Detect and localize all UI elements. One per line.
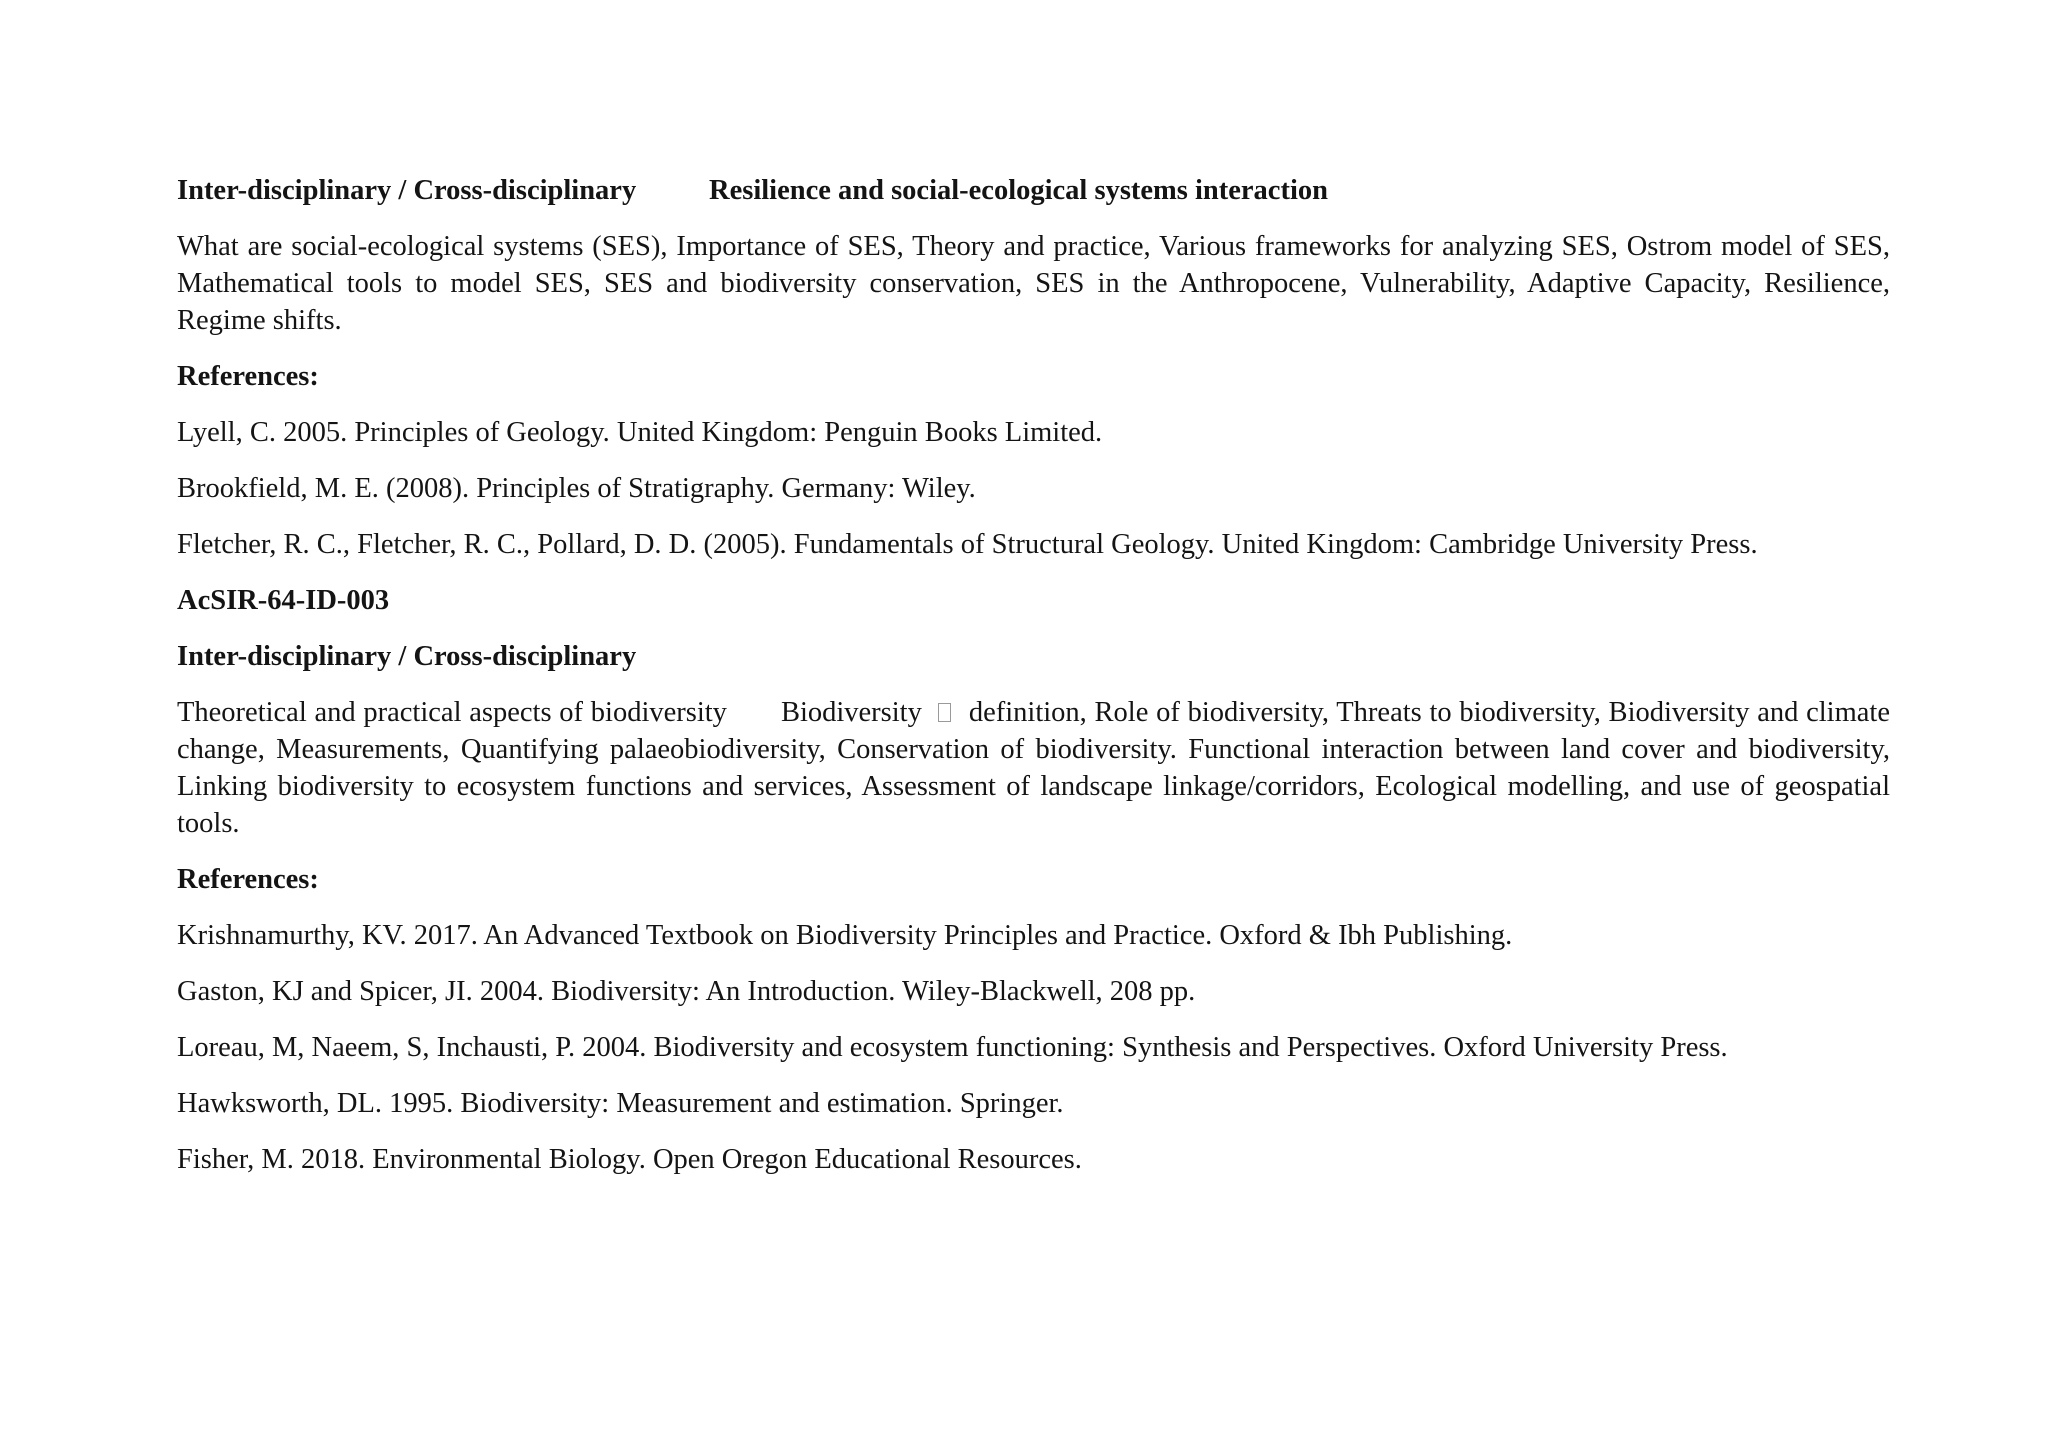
section2-category: Inter-disciplinary / Cross-disciplinary — [177, 641, 637, 672]
reference-item: Hawksworth, DL. 1995. Biodiversity: Measurement and estimation. Springer. — [177, 1088, 1064, 1119]
reference-item: Gaston, KJ and Spicer, JI. 2004. Biodiversity: An Introduction. Wiley-Blackwell, 208 pp. — [177, 976, 1196, 1007]
reference-item: Fisher, M. 2018. Environmental Biology. Open Oregon Educational Resources. — [177, 1144, 1082, 1175]
reference-item: Fletcher, R. C., Fletcher, R. C., Pollard, D. D. (2005). Fundamentals of Structural Geology. United Kingdom: Cambridge University Press. — [177, 529, 1758, 560]
reference-item: Loreau, M, Naeem, S, Inchausti, P. 2004. Biodiversity and ecosystem functioning: Synthesis and Perspectives. Oxford University Press. — [177, 1032, 1728, 1063]
reference-item: Krishnamurthy, KV. 2017. An Advanced Textbook on Biodiversity Principles and Practice. Oxford & Ibh Publishing. — [177, 920, 1513, 951]
reference-item: Brookfield, M. E. (2008). Principles of Stratigraphy. Germany: Wiley. — [177, 473, 976, 504]
section2-description-start: Biodiversity — [780, 697, 922, 728]
section1-title: Resilience and social-ecological systems interaction — [709, 175, 1328, 206]
section2-description — [177, 694, 1890, 842]
section2-title: Theoretical and practical aspects of biodiversity — [177, 697, 727, 728]
section1-references-heading: References: — [177, 361, 319, 392]
section1-description: What are social-ecological systems (SES), Importance of SES, Theory and practice, Various frameworks for analyzing SES, Ostrom model of SES, Mathematical tools to model SES, SES and biodiversity conservation, SES in the Anthropocene, Vulnerability, Adaptive Capacity, Resilience, Regime shifts. — [177, 231, 1890, 336]
section2-references-heading: References: — [177, 864, 319, 895]
section1-heading — [177, 172, 1890, 209]
section1-category: Inter-disciplinary / Cross-disciplinary — [177, 175, 637, 206]
document-page — [177, 172, 1890, 1197]
reference-item: Lyell, C. 2005. Principles of Geology. United Kingdom: Penguin Books Limited. — [177, 417, 1103, 448]
missing-glyph-icon — [938, 703, 951, 722]
course-code: AcSIR-64-ID-003 — [177, 585, 390, 616]
section2-description-rest: definition, Role of biodiversity, Threats to biodiversity, Biodiversity and climate change, Measurements, Quantifying palaeobiodiversity, Conservation of biodiversity. Functional interaction between land cover and biodiversity, Linking biodiversity to ecosystem functions and services, Assessment of landscape linkage/corridors, Ecological modelling, and use of geospatial tools. — [177, 697, 1890, 839]
